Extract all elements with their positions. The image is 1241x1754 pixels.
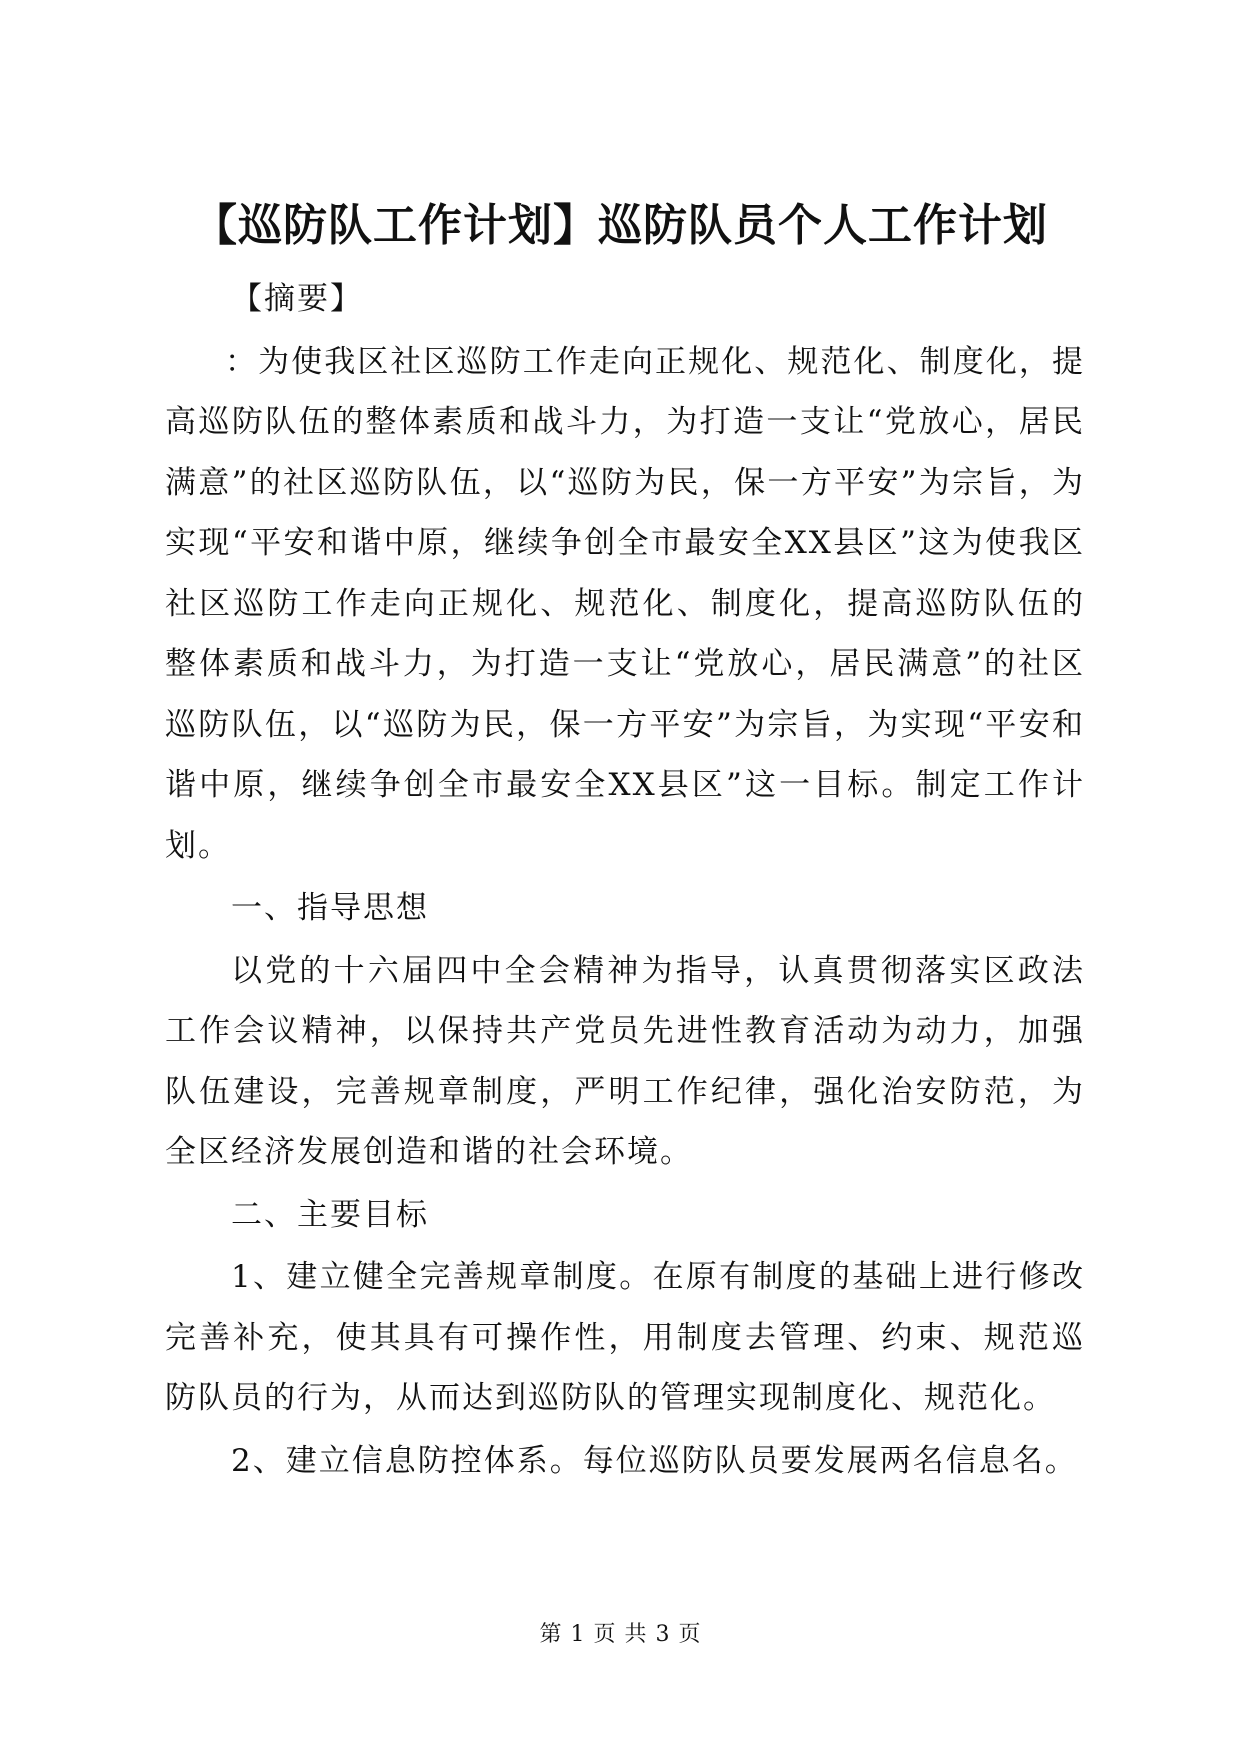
document-body: [165, 269, 1085, 1493]
guiding-ideology-paragraph: 以党的十六届四中全会精神为指导，认真贯彻落实区政法工作会议精神，以保持共产党员先进性教育活动为动力，加强队伍建设，完善规章制度，严明工作纪律，强化治安防范，为全区经济发展创造和谐的社会环境。: [165, 952, 1085, 1170]
document-title: 【巡防队工作计划】巡防队员个人工作计划: [193, 200, 1048, 251]
abstract-paragraph: ：为使我区社区巡防工作走向正规化、规范化、制度化，提高巡防队伍的整体素质和战斗力，为打造一支让“党放心，居民满意”的社区巡防队伍，以“巡防为民，保一方平安”为宗旨，为实现“平安和谐中原，继续争创全市最安全XX县区”这为使我区社区巡防工作走向正规化、规范化、制度化，提高巡防队伍的整体素质和战斗力，为打造一支让“党放心，居民满意”的社区巡防队伍，以“巡防为民，保一方平安”为宗旨，为实现“平安和谐中原，继续争创全市最安全XX县区”这一目标。制定工作计划。: [165, 343, 1085, 864]
goal-item-2: 2、建立信息防控体系。每位巡防队员要发展两名信息名。: [231, 1442, 1078, 1479]
abstract-label: 【摘要】: [231, 281, 363, 317]
page-footer: 第 1 页 共 3 页: [539, 1622, 702, 1647]
section-heading-guiding-ideology: 一、指导思想: [231, 890, 429, 926]
goal-item-1: 1、建立健全完善规章制度。在原有制度的基础上进行修改完善补充，使其具有可操作性，用制度去管理、约束、规范巡防队员的行为，从而达到巡防队的管理实现制度化、规范化。: [165, 1259, 1085, 1416]
section-heading-main-goals: 二、主要目标: [231, 1196, 429, 1233]
